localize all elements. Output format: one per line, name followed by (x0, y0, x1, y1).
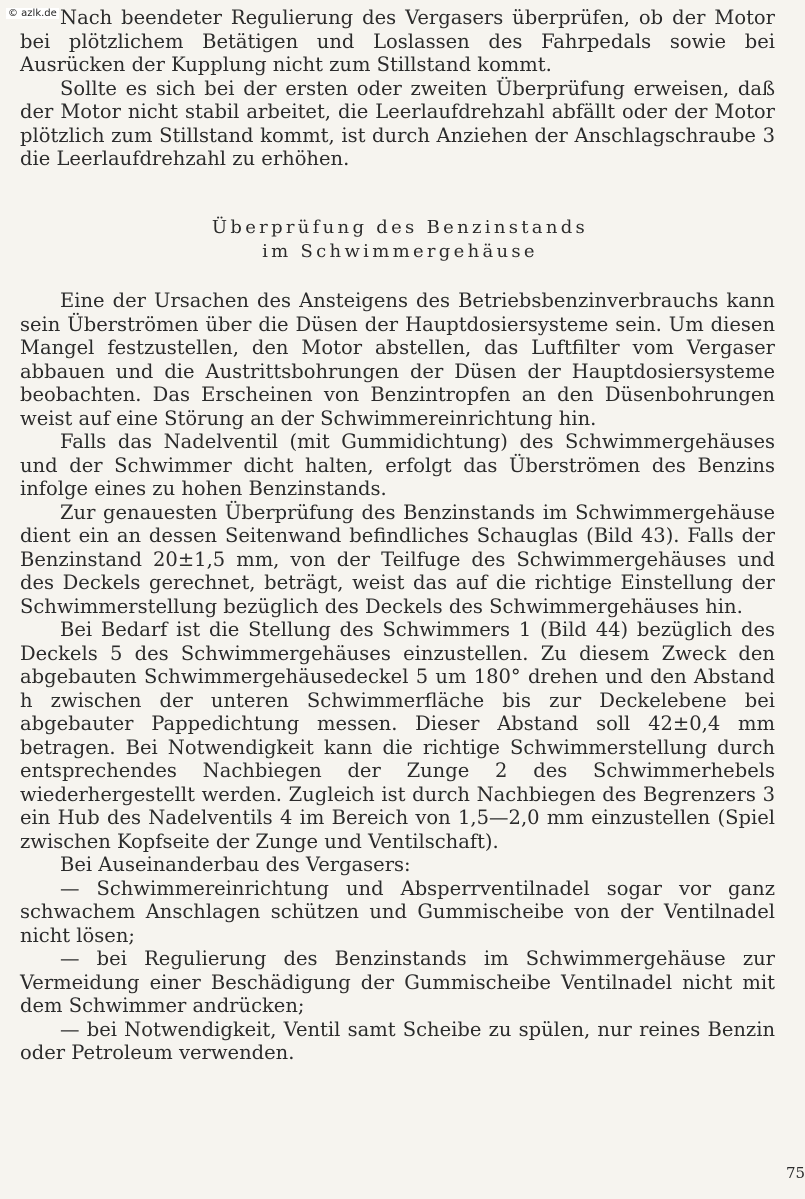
document-page (20, 0, 805, 1199)
paragraph: Zur genauesten Überprüfung des Benzinstands im Schwimmergehäuse dient ein an dessen Seitenwand befindliches Schauglas (Bild 43). Falls der Benzinstand 20±1,5 mm, von der Teilfuge des Schwimmergehäuses und des Deckels gerechnet, beträgt, weist das auf die richtige Einstellung der Schwimmerstellung bezüglich des Deckels des Schwimmergehäuses hin. (20, 500, 775, 618)
paragraph: Sollte es sich bei der ersten oder zweiten Überprüfung erweisen, daß der Motor nicht stabil arbeitet, die Leerlaufdrehzahl abfällt oder der Motor plötzlich zum Stillstand kommt, ist durch Anziehen der Anschlagschraube 3 die Leerlaufdrehzahl zu erhöhen. (20, 76, 775, 170)
list-item: — Schwimmereinrichtung und Absperrventilnadel sogar vor ganz schwachem Anschlagen schützen und Gummischeibe von der Ventilnadel nicht lösen; (20, 876, 775, 947)
paragraph: Falls das Nadelventil (mit Gummidichtung) des Schwimmergehäuses und der Schwimmer dicht halten, erfolgt das Überströmen des Benzins infolge eines zu hohen Benzinstands. (20, 430, 775, 500)
watermark: © azlk.de (8, 8, 57, 19)
heading-line: Überprüfung des Benzinstands (211, 217, 589, 238)
heading-line: im Schwimmergehäuse (262, 241, 538, 262)
page-number: 75 (786, 1164, 805, 1182)
paragraph: Bei Auseinanderbau des Vergasers: (60, 853, 411, 876)
paragraph: Eine der Ursachen des Ansteigens des Betriebsbenzinverbrauchs kann sein Überströmen über die Düsen der Hauptdosiersysteme sein. Um diesen Mangel festzustellen, den Motor abstellen, das Luftfilter vom Vergaser abbauen und die Austrittsbohrungen der Düsen der Hauptdosiersysteme beobachten. Das Erscheinen von Benzintropfen an den Düsenbohrungen weist auf eine Störung an der Schwimmereinrichtung hin. (20, 289, 775, 430)
paragraph: Bei Bedarf ist die Stellung des Schwimmers 1 (Bild 44) bezüglich des Deckels 5 des Schwimmergehäuses einzustellen. Zu diesem Zweck den abgebauten Schwimmergehäusedeckel 5 um 180° drehen und den Abstand h zwischen der unteren Schwimmerfläche bis zur Deckelebene bei abgebauter Pappedichtung messen. Dieser Abstand soll 42±0,4 mm betragen. Bei Notwendigkeit kann die richtige Schwimmerstellung durch entsprechendes Nachbiegen der Zunge 2 des Schwimmerhebels wiederhergestellt werden. Zugleich ist durch Nachbiegen des Begrenzers 3 ein Hub des Nadelventils 4 im Bereich von 1,5—2,0 mm einzustellen (Spiel zwischen Kopfseite der Zunge und Ventilschaft). (20, 618, 775, 853)
list-item: — bei Regulierung des Benzinstands im Schwimmergehäuse zur Vermeidung einer Beschädigung der Gummischeibe Ventilnadel nicht mit dem Schwimmer andrücken; (20, 947, 775, 1017)
list-item: — bei Notwendigkeit, Ventil samt Scheibe zu spülen, nur reines Benzin oder Petroleum verwenden. (20, 1017, 775, 1064)
body-section (20, 289, 775, 1065)
paragraph: Nach beendeter Regulierung des Vergasers überprüfen, ob der Motor bei plötzlichem Betätigen und Loslassen des Fahrpedals sowie bei Ausrücken der Kupplung nicht zum Stillstand kommt. (20, 6, 775, 76)
section-heading (20, 216, 780, 264)
intro-section (20, 6, 775, 171)
